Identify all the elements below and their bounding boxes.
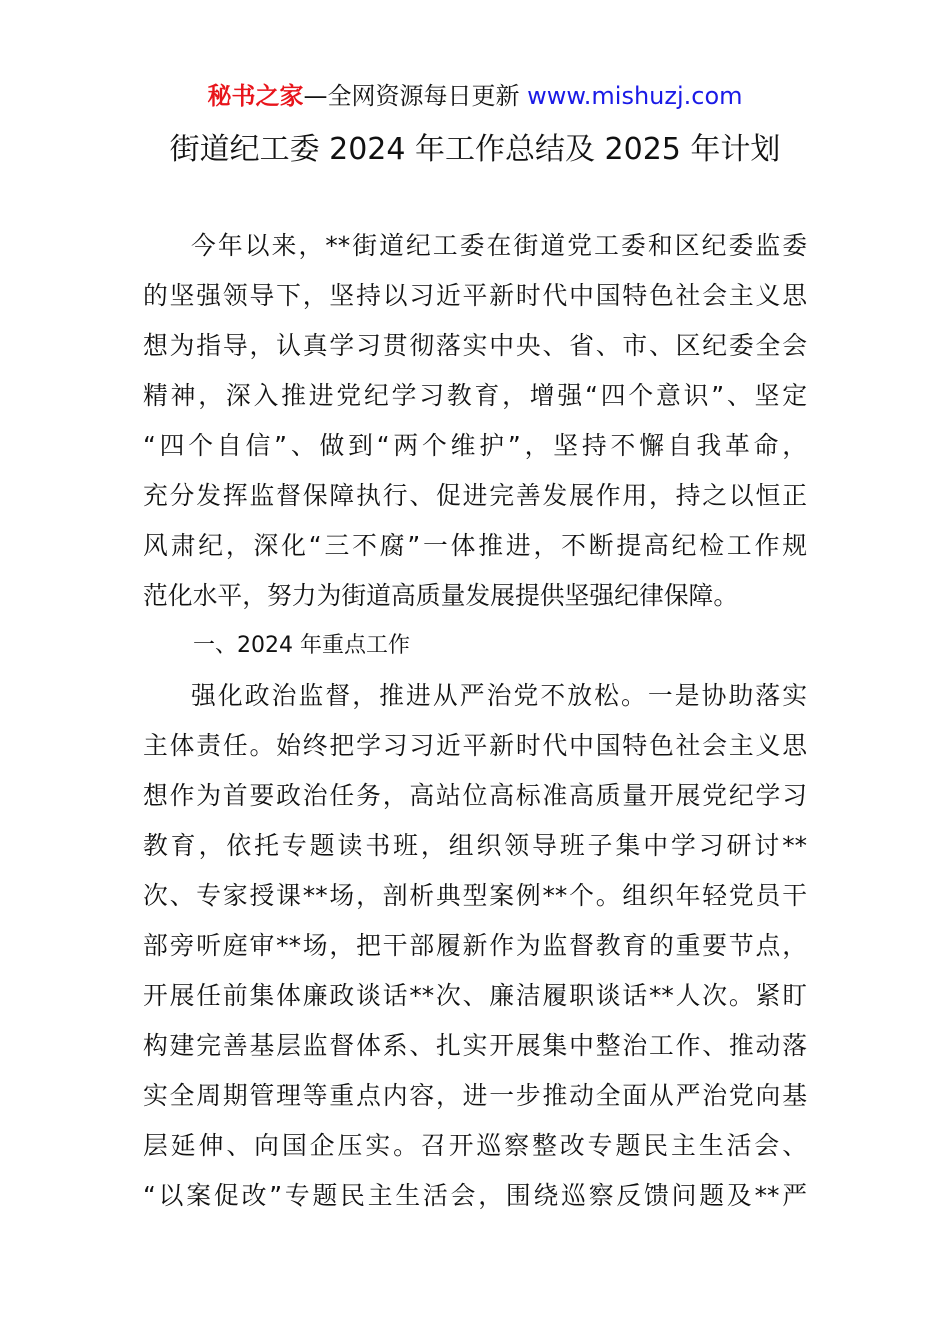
paragraph-political-supervision — [143, 671, 807, 1221]
site-url-link[interactable]: www.mishuzj.com — [527, 82, 743, 110]
text-line: 教育，依托专题读书班，组织领导班子集中学习研讨** — [143, 831, 807, 860]
document-title: 街道纪工委 2024 年工作总结及 2025 年计划 — [169, 132, 781, 167]
text-line: 次、专家授课**场，剖析典型案例**个。组织年轻党员干 — [143, 881, 807, 910]
text-line: 部旁听庭审**场，把干部履新作为监督教育的重要节点， — [143, 931, 807, 960]
brand-name: 秘书之家 — [207, 82, 304, 110]
text-line: 主体责任。始终把学习习近平新时代中国特色社会主义思 — [143, 731, 807, 760]
text-line: 精神，深入推进党纪学习教育，增强“四个意识”、坚定 — [143, 381, 807, 410]
header-tagline: —全网资源每日更新 — [303, 82, 520, 110]
text-line: “四个自信”、做到“两个维护”，坚持不懈自我革命， — [143, 431, 807, 460]
text-line: 范化水平，努力为街道高质量发展提供坚强纪律保障。 — [143, 581, 739, 610]
text-line: 想为指导，认真学习贯彻落实中央、省、市、区纪委全会 — [143, 331, 807, 360]
text-line: 层延伸、向国企压实。召开巡察整改专题民主生活会、 — [143, 1131, 807, 1160]
text-line: 强化政治监督，推进从严治党不放松。一是协助落实 — [191, 681, 807, 710]
text-line: 开展任前集体廉政谈话**次、廉洁履职谈话**人次。紧盯 — [143, 981, 807, 1010]
text-line: 想作为首要政治任务，高站位高标准高质量开展党纪学习 — [143, 781, 807, 810]
text-line: 今年以来，**街道纪工委在街道党工委和区纪委监委 — [191, 231, 807, 260]
text-line: 风肃纪，深化“三不腐”一体推进，不断提高纪检工作规 — [143, 531, 807, 560]
text-line: 构建完善基层监督体系、扎实开展集中整治工作、推动落 — [143, 1031, 807, 1060]
text-line: “以案促改”专题民主生活会，围绕巡察反馈问题及**严 — [143, 1181, 807, 1210]
site-header — [0, 80, 950, 112]
text-line: 的坚强领导下，坚持以习近平新时代中国特色社会主义思 — [143, 281, 807, 310]
text-line: 实全周期管理等重点内容，进一步推动全面从严治党向基 — [143, 1081, 807, 1110]
section-heading: 一、2024 年重点工作 — [193, 633, 410, 658]
text-line: 充分发挥监督保障执行、促进完善发展作用，持之以恒正 — [143, 481, 807, 510]
paragraph-intro — [143, 221, 807, 621]
